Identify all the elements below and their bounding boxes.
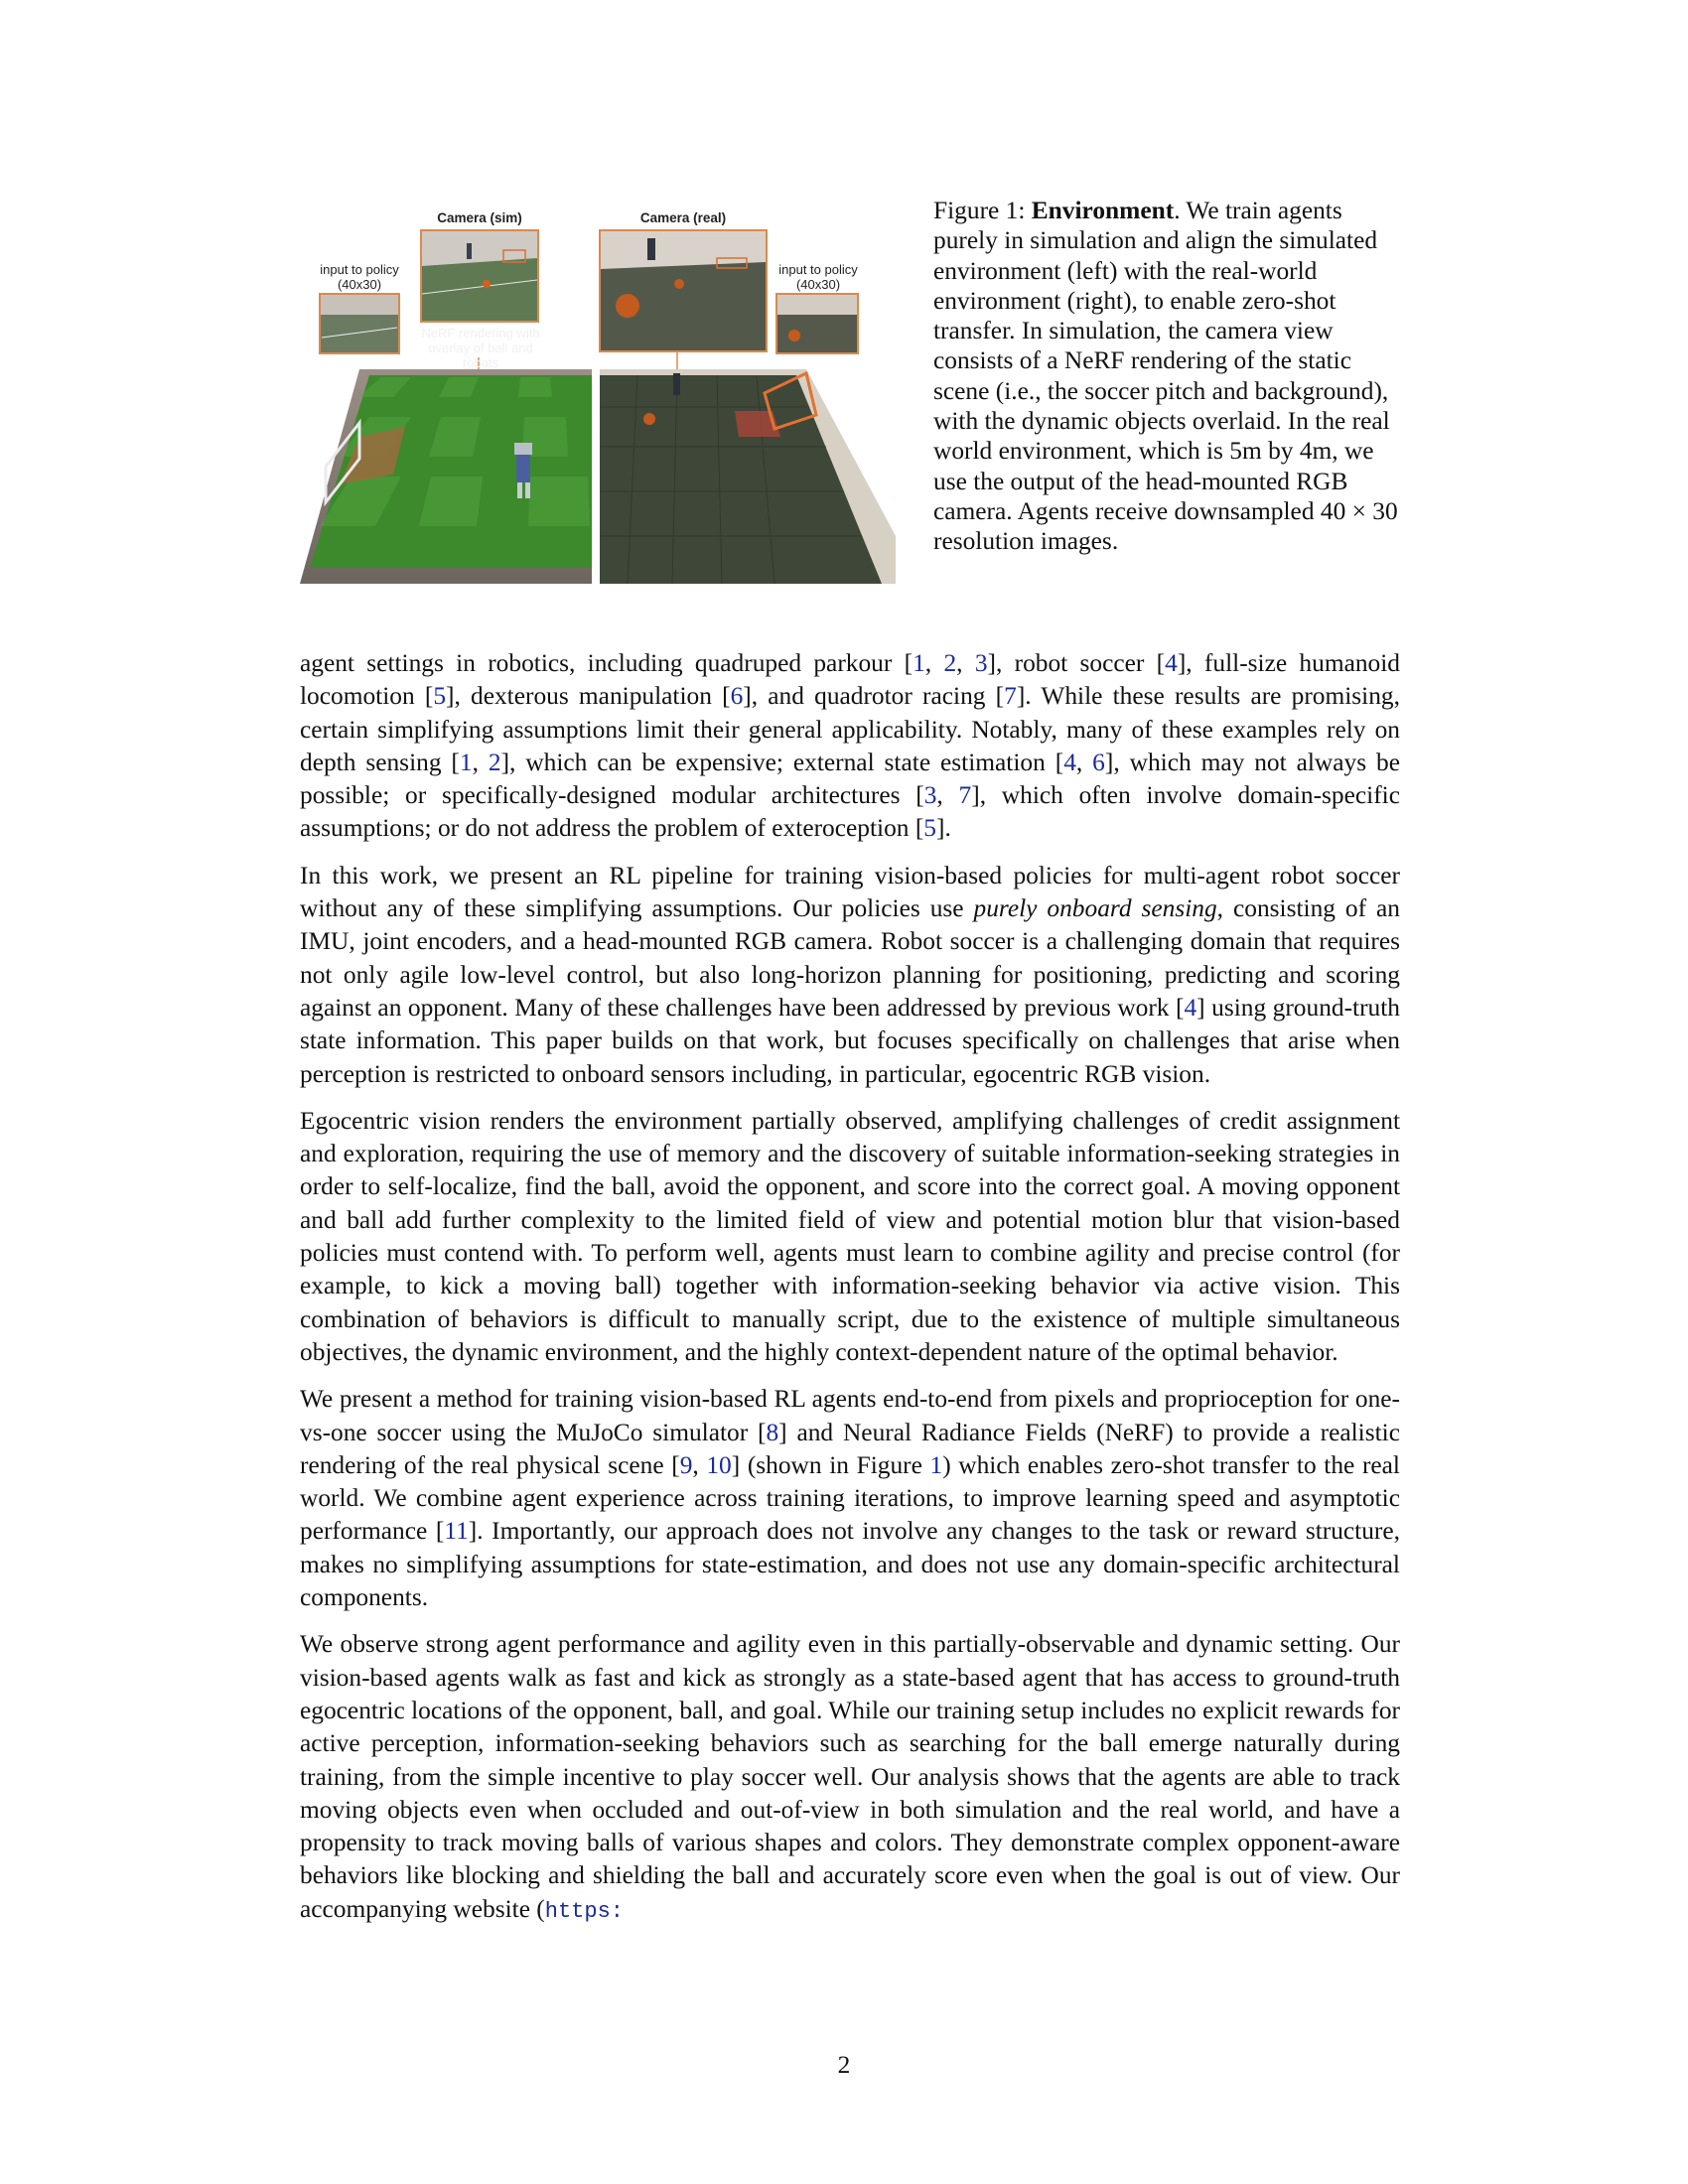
citation-link[interactable]: 2 [943, 649, 957, 677]
citation-link[interactable]: 2 [488, 748, 501, 776]
figure-environment [300, 199, 896, 584]
citation-link[interactable]: 1 [929, 1450, 943, 1479]
text-run: , consisting of an IMU, joint encoders, and a head-mounted RGB camera. Robot soccer is a challenging domain that requires not only agile low-level control, but also long-horizon planning for positioning, predicting and scoring against an opponent. Many of these challenges have been addressed by previous work [ [300, 894, 1400, 1022]
citation-link[interactable]: 7 [1004, 682, 1017, 711]
website-link[interactable]: https: [544, 1898, 624, 1924]
text-run: ], and quadrotor racing [ [743, 682, 1005, 711]
paragraph-2 [300, 860, 1400, 1091]
text-run: Egocentric vision renders the environment partially observed, amplifying challenges of credit assignment and exploration, requiring the use of memory and the discovery of suitable information-seeking strategies in order to self-localize, find the ball, avoid the opponent, and score into the correct goal. A moving opponent and ball add further complexity to the limited field of view and potential motion blur that vision-based policies must contend with. To perform well, agents must learn to combine agility and precise control (for example, to kick a moving ball) together with information-seeking behavior via active vision. This combination of behaviors is difficult to manually script, due to the existence of multiple simultaneous objectives, the dynamic environment, and the highly context-dependent nature of the optimal behavior. [300, 1106, 1400, 1366]
citation-link[interactable]: 3 [923, 781, 937, 810]
environment-figure-image [300, 199, 896, 584]
citation-link[interactable]: 4 [1184, 993, 1197, 1022]
text-run: , [956, 649, 975, 677]
text-run: ] using ground-truth state information. This paper builds on that work, but focuses specifically on challenges that arise when perception is restricted to onboard sensors including, in particular, egocentric RGB vision. [300, 993, 1401, 1088]
figure-caption [933, 196, 1400, 557]
text-run: ], dexterous manipulation [ [446, 682, 731, 711]
text-run: In this work, we present an RL pipeline for training vision-based policies for multi-agent robot soccer without any of these simplifying assumptions. Our policies use [300, 861, 1400, 923]
caption-text: . We train agents purely in simulation and align the simulated environment (left) with the real-world environment (right), to enable zero-shot transfer. In simulation, the camera view consists of a NeRF rendering of the static scene (i.e., the soccer pitch and background), with the dynamic objects overlaid. In the real world environment, which is 5m by 4m, we use the output of the head-mounted RGB camera. Agents receive downsampled 40 × 30 resolution images. [933, 197, 1398, 556]
citation-link[interactable]: 1 [459, 748, 473, 776]
citation-link[interactable]: 4 [1063, 748, 1076, 776]
paragraph-4 [300, 1383, 1400, 1614]
nerf-rendering-label: NeRF rendering with overlay of ball and robots [421, 326, 540, 370]
input-policy-left-label: input to policy (40x30) [320, 262, 399, 292]
text-run: ]. While these results are promising, certain simplifying assumptions limit their general applicability. Notably, many of these examples rely on depth sensing [ [300, 682, 1400, 776]
citation-link[interactable]: 5 [433, 682, 447, 711]
citation-link[interactable]: 8 [766, 1418, 779, 1446]
citation-link[interactable]: 9 [679, 1450, 693, 1479]
paragraph-1 [300, 647, 1400, 846]
page-number: 2 [837, 2051, 851, 2079]
body-text [300, 647, 1400, 1942]
citation-link[interactable]: 4 [1165, 649, 1178, 677]
input-policy-right-label: input to policy (40x30) [778, 262, 858, 292]
text-run: ], which can be expensive; external state estimation [ [500, 748, 1064, 776]
citation-link[interactable]: 7 [958, 781, 972, 810]
text-run: ]. [936, 814, 951, 843]
text-run: ], which may not always be possible; or specifically-designed modular architectures [ [300, 748, 1400, 810]
text-run: ] (shown in Figure [731, 1450, 930, 1479]
text-run: , [924, 649, 944, 677]
text-run: , [472, 748, 489, 776]
text-run: , [692, 1450, 707, 1479]
citation-link[interactable]: 10 [706, 1450, 732, 1479]
citation-link[interactable]: 5 [923, 814, 936, 843]
text-run: ], which often involve domain-specific assumptions; or do not address the problem of exteroception [ [300, 781, 1401, 843]
text-run: , [936, 781, 959, 810]
text-run: ], full-size humanoid locomotion [ [300, 649, 1400, 711]
paragraph-5 [300, 1628, 1400, 1928]
text-run: , [1075, 748, 1093, 776]
caption-title: Environment [1031, 197, 1175, 224]
citation-link[interactable]: 1 [913, 649, 925, 677]
paragraph-3 [300, 1105, 1400, 1369]
text-run: ) which enables zero-shot transfer to the real world. We combine agent experience across training iterations, to improve learning speed and asymptotic performance [ [300, 1450, 1400, 1546]
caption-prefix: Figure 1: [933, 197, 1026, 224]
citation-link[interactable]: 6 [1092, 748, 1105, 776]
text-run: We present a method for training vision-based RL agents end-to-end from pixels and proprioception for one-vs-one soccer using the MuJoCo simulator [ [300, 1385, 1400, 1446]
text-run: agent settings in robotics, including quadruped parkour [ [300, 649, 914, 677]
citation-link[interactable]: 11 [444, 1517, 469, 1546]
citation-link[interactable]: 6 [730, 682, 744, 711]
text-run: ], robot soccer [ [987, 649, 1166, 677]
text-run: ] and Neural Radiance Fields (NeRF) to provide a realistic rendering of the real physical scene [ [300, 1418, 1400, 1479]
citation-link[interactable]: 3 [974, 649, 988, 677]
camera-real-label: Camera (real) [639, 210, 727, 225]
emphasis-text: purely onboard sensing [973, 894, 1217, 923]
camera-sim-label: Camera (sim) [437, 210, 522, 225]
text-run: ]. Importantly, our approach does not involve any changes to the task or reward structure, makes no simplifying assumptions for state-estimation, and does not use any domain-specific architectural components. [300, 1517, 1400, 1612]
text-run: We observe strong agent performance and agility even in this partially-observable and dynamic setting. Our vision-based agents walk as fast and kick as strongly as a state-based agent that has access to ground-truth egocentric locations of the opponent, ball, and goal. While our training setup includes no explicit rewards for active perception, information-seeking behaviors such as searching for the ball emerge naturally during training, from the simple incentive to play soccer well. Our analysis shows that the agents are able to track moving objects even when occluded and out-of-view in both simulation and the real world, and have a propensity to track moving balls of various shapes and colors. They demonstrate complex opponent-aware behaviors like blocking and shielding the ball and accurately score even when the goal is out of view. Our accompanying website ( [300, 1630, 1400, 1923]
